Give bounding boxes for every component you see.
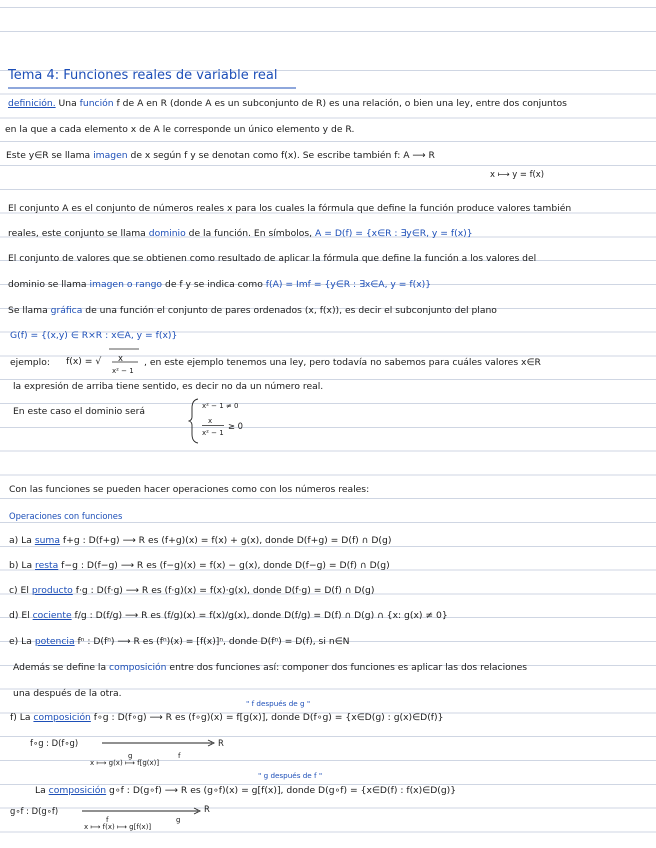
example-line-1-rest: , en este ejemplo tenemos una ley, pero todavía no sabemos para cuáles valores x∈R: [144, 357, 541, 368]
note-g-after-f: " g después de f ": [258, 771, 323, 780]
example-line-2: la expresión de arriba tiene sentido, es decir no da un número real.: [13, 381, 324, 392]
op-composicion-gf: La composición g∘f : D(g∘f) ⟶ R es (g∘f)(x) = g[f(x)], donde D(g∘f) = {x∈D(f) : f(x)∈D(g)}: [35, 785, 457, 796]
range-line-1: El conjunto de valores que se obtienen como resultado de aplicar la fórmula que define la función a los valores del: [8, 253, 537, 264]
example-formula: f(x) = √: [66, 356, 102, 367]
op-producto: c) El producto f·g : D(f·g) ⟶ R es (f·g)(x) = f(x)·g(x), donde D(f·g) = D(f) ∩ D(g): [9, 585, 375, 596]
domain-formula: A = D(f) = {x∈R : ∃y∈R, y = f(x)}: [315, 228, 473, 239]
diagram2-top-arrow: [80, 807, 204, 815]
example-numerator: x: [118, 353, 123, 363]
note-f-after-g: " f después de g ": [246, 699, 311, 708]
range-formula: f(A) = Imf = {y∈R : ∃x∈A, y = f(x)}: [265, 279, 432, 290]
composition-intro-2: una después de la otra.: [13, 688, 122, 699]
term-grafica: gráfica: [50, 305, 83, 316]
title-underline: [8, 86, 298, 90]
diagram1-top-arrow: [100, 739, 218, 747]
term-resta: resta: [35, 560, 59, 571]
example-line-1: [10, 357, 50, 369]
diagram1-top-label: f∘g : D(f∘g): [30, 738, 79, 748]
op-potencia: e) La potencia fⁿ : D(fⁿ) ⟶ R es (fⁿ)(x) = [f(x)]ⁿ, donde D(fⁿ) = D(f), si n∈N: [9, 636, 350, 647]
term-suma: suma: [34, 535, 61, 546]
term-imagen-rango: imagen o rango: [89, 279, 163, 290]
definition-label: definición.: [8, 98, 56, 109]
op-resta: b) La resta f−g : D(f−g) ⟶ R es (f−g)(x) = f(x) − g(x), donde D(f−g) = D(f) ∩ D(g): [9, 560, 390, 571]
diagram2-codomain: R: [204, 804, 210, 814]
term-imagen: imagen: [93, 150, 128, 161]
op-cociente: d) El cociente f/g : D(f/g) ⟶ R es (f/g)(x) = f(x)/g(x), donde D(f/g) = D(f) ∩ D(g) ∩ {x: g(x) ≠ 0}: [9, 610, 448, 621]
operations-heading: Operaciones con funciones: [9, 511, 123, 521]
term-composicion-fg: composición: [33, 712, 91, 723]
example-denominator: x² − 1: [112, 367, 134, 375]
mapping-notation: x ⟼ y = f(x): [490, 169, 545, 179]
domain-condition-2-num: x: [208, 417, 213, 425]
diagram2-bottom-label: x ⟼ f(x) ⟼ g[f(x)]: [84, 823, 152, 831]
system-brace: [188, 398, 200, 444]
composition-intro-1: Además se define la composición entre dos funciones así: componer dos funciones es aplicar las dos relaciones: [13, 662, 528, 673]
diagram2-g-label: g: [176, 816, 181, 824]
diagram1-bottom-label: x ⟼ g(x) ⟼ f[g(x)]: [90, 759, 160, 767]
diagram1-codomain: R: [218, 738, 224, 748]
operations-intro: Con las funciones se pueden hacer operaciones como con los números reales:: [9, 484, 370, 495]
domain-condition-2-rel: ≥ 0: [228, 421, 244, 431]
term-potencia: potencia: [34, 636, 75, 647]
term-composicion-gf: composición: [48, 785, 107, 796]
domain-condition-1: x² − 1 ≠ 0: [202, 402, 239, 410]
diagram1-g-label: g: [128, 752, 133, 760]
term-funcion: función: [79, 98, 114, 109]
op-composicion-fg: f) La composición f∘g : D(f∘g) ⟶ R es (f∘g)(x) = f[g(x)], donde D(f∘g) = {x∈D(g) : g(x)∈D(f)}: [10, 712, 444, 723]
range-line-2: dominio se llama imagen o rango de f y se indica como f(A) = Imf = {y∈R : ∃x∈A, y = f(x)}: [8, 279, 432, 290]
op-suma: a) La suma f+g : D(f+g) ⟶ R es (f+g)(x) = f(x) + g(x), donde D(f+g) = D(f) ∩ D(g): [9, 535, 392, 546]
term-cociente: cociente: [32, 610, 72, 621]
example-label: ejemplo:: [10, 357, 50, 368]
domain-line-2: reales, este conjunto se llama dominio de la función. En símbolos, A = D(f) = {x∈R : ∃y∈R, y = f(x)}: [8, 228, 473, 239]
page-title: [8, 70, 278, 82]
definition-line-1: definición. Una función f de A en R (donde A es un subconjunto de R) es una relación, o bien una ley, entre dos conjuntos: [8, 98, 567, 109]
domain-line-1: El conjunto A es el conjunto de números reales x para los cuales la fórmula que define la función produce valores también: [8, 203, 572, 214]
domain-condition-2-den: x² − 1: [202, 429, 224, 437]
definition-line-2: en la que a cada elemento x de A le corresponde un único elemento y de R.: [5, 124, 355, 135]
title-text: Tema 4: Funciones reales de variable real: [8, 68, 278, 83]
definition-line-3: Este y∈R se llama imagen de x según f y se denotan como f(x). Se escribe también f: A ⟶ R: [6, 150, 435, 161]
diagram2-top-label: g∘f : D(g∘f): [10, 806, 59, 816]
term-producto: producto: [31, 585, 73, 596]
term-dominio: dominio: [148, 228, 186, 239]
graph-line-1: Se llama gráfica de una función el conjunto de pares ordenados (x, f(x)), es decir el subconjunto del plano: [8, 305, 497, 316]
diagram2-f-label: f: [106, 816, 109, 824]
term-composicion: composición: [109, 662, 167, 673]
example-line-3: En este caso el dominio será: [13, 406, 146, 417]
diagram1-f-label: f: [178, 752, 181, 760]
graph-formula: G(f) = {(x,y) ∈ R×R : x∈A, y = f(x)}: [10, 330, 178, 341]
